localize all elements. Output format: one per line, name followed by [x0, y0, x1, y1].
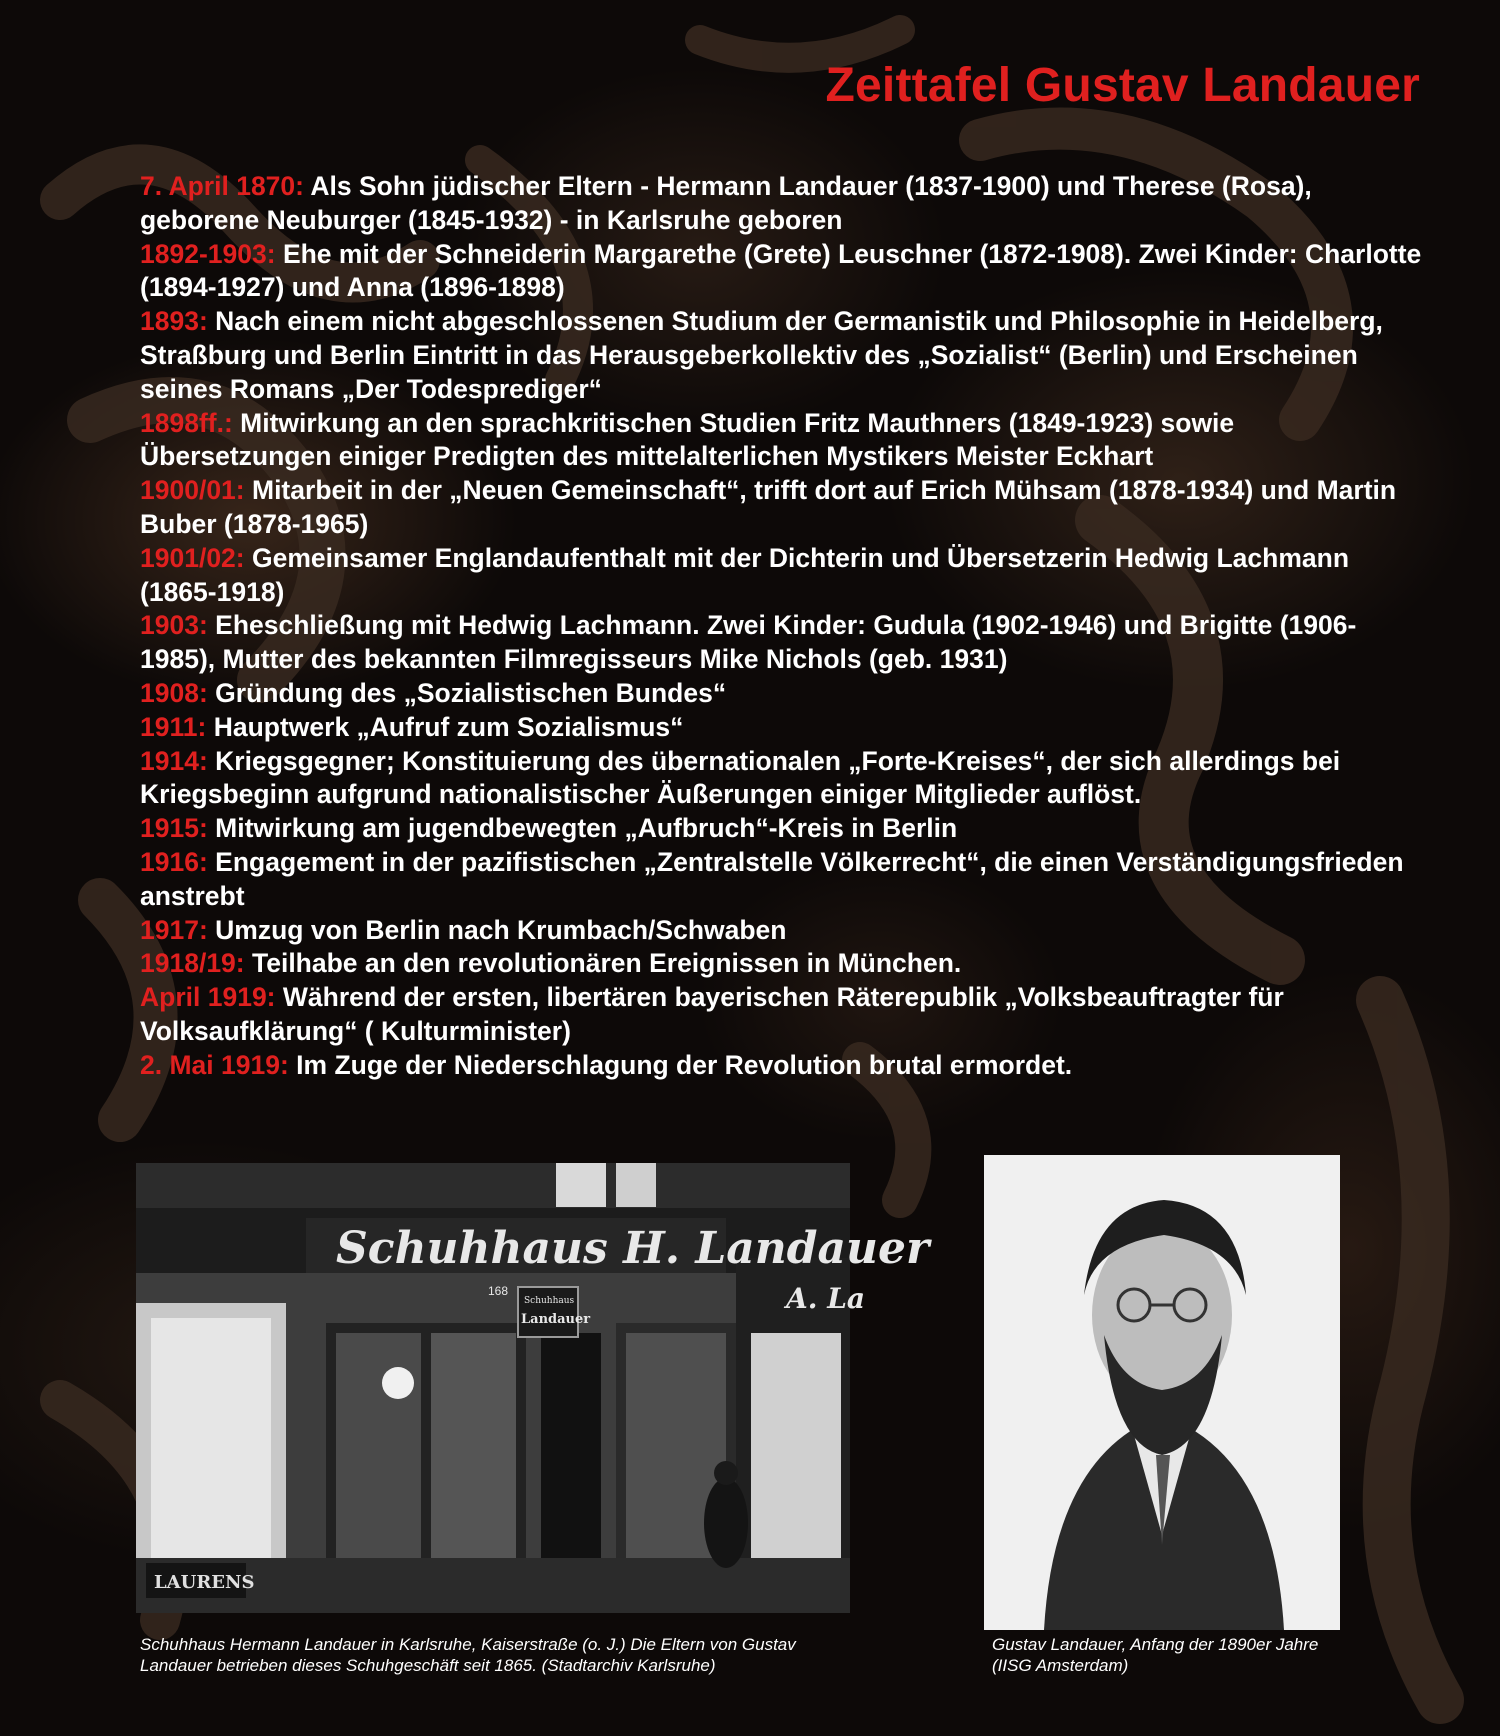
timeline-entry	[140, 947, 1430, 981]
timeline-text: Kriegsgegner; Konstituierung des übernationalen „Forte-Kreises“, der sich allerdings bei Kriegsbeginn aufgrund nationalistischer Äußerungen einiger Mitglieder auflöst.	[140, 745, 1341, 810]
timeline-entry	[140, 305, 1430, 406]
neighbor-sign: A. La	[786, 1282, 866, 1315]
timeline-text: Gemeinsamer Englandaufenthalt mit der Dichterin und Übersetzerin Hedwig Lachmann (1865-1918)	[140, 542, 1350, 607]
timeline-entry	[140, 407, 1430, 475]
timeline-date: 1917:	[140, 914, 208, 945]
timeline-text: Eheschließung mit Hedwig Lachmann. Zwei Kinder: Gudula (1902-1946) und Brigitte (1906-1985), Mutter des bekannten Filmregisseurs Mike Nichols (geb. 1931)	[140, 610, 1357, 675]
timeline-entry	[140, 981, 1430, 1049]
timeline-entry	[140, 474, 1430, 542]
timeline-text: Als Sohn jüdischer Eltern - Hermann Landauer (1837-1900) und Therese (Rosa), geborene Neuburger (1845-1932) - in Karlsruhe geboren	[140, 171, 1312, 235]
timeline-date: 2. Mai 1919:	[140, 1049, 289, 1080]
timeline-date: 1914:	[140, 745, 208, 776]
timeline-entry	[140, 711, 1430, 745]
timeline-date: 1918/19:	[140, 948, 245, 979]
timeline-entry	[140, 812, 1430, 846]
shoe-store-photo	[136, 1163, 930, 1613]
timeline-date: 1911:	[140, 711, 207, 742]
timeline-date: 1893:	[140, 306, 208, 337]
timeline-entry	[140, 745, 1430, 813]
timeline-text: Umzug von Berlin nach Krumbach/Schwaben	[215, 914, 787, 945]
timeline-date: April 1919:	[140, 982, 276, 1013]
portrait-caption: Gustav Landauer, Anfang der 1890er Jahre (IISG Amsterdam)	[992, 1635, 1319, 1675]
page-title: Zeittafel Gustav Landauer	[825, 59, 1420, 112]
small-sign-bottom: Landauer	[521, 1312, 591, 1327]
store-sign: Schuhhaus H. Landauer	[336, 1223, 930, 1274]
timeline-entry	[140, 609, 1430, 677]
timeline-date: 1900/01:	[140, 475, 245, 506]
store-photo-caption: Schuhhaus Hermann Landauer in Karlsruhe, Kaiserstraße (o. J.) Die Eltern von Gustav Landauer betrieben dieses Schuhgeschäft seit 1865. (Stadtarchiv Karlsruhe)	[140, 1635, 796, 1675]
timeline-text: Mitarbeit in der „Neuen Gemeinschaft“, trifft dort auf Erich Mühsam (1878-1934) und Martin Buber (1878-1965)	[140, 475, 1397, 539]
timeline-text: Gründung des „Sozialistischen Bundes“	[215, 677, 727, 708]
timeline-date: 1916:	[140, 846, 208, 877]
timeline-entry	[140, 1049, 1430, 1083]
timeline-text: Mitwirkung am jugendbewegten „Aufbruch“-Kreis in Berlin	[215, 813, 958, 844]
timeline-date: 1898ff.:	[140, 407, 233, 438]
timeline-entry	[140, 914, 1430, 948]
timeline-text: Ehe mit der Schneiderin Margarethe (Grete) Leuschner (1872-1908). Zwei Kinder: Charlotte (1894-1927) und Anna (1896-1898)	[140, 238, 1422, 303]
timeline-entry	[140, 542, 1430, 610]
timeline-text: Mitwirkung an den sprachkritischen Studien Fritz Mauthners (1849-1923) sowie Übersetzungen einiger Predigten des mittelalterlichen Mystikers Meister Eckhart	[140, 407, 1235, 472]
timeline-text: Teilhabe an den revolutionären Ereignissen in München.	[252, 948, 962, 979]
timeline-text: Während der ersten, libertären bayerischen Räterepublik „Volksbeauftragter für Volksaufklärung“ ( Kulturminister)	[140, 982, 1284, 1046]
timeline-entry	[140, 170, 1430, 238]
timeline-date: 1903:	[140, 610, 208, 641]
timeline-entry	[140, 677, 1430, 711]
timeline-text: Nach einem nicht abgeschlossenen Studium der Germanistik und Philosophie in Heidelberg, Straßburg und Berlin Eintritt in das Herausgeberkollektiv des „Sozialist“ (Berlin) und Erscheinen seines Romans „Der Todesprediger“	[140, 306, 1383, 404]
timeline-date: 1892-1903:	[140, 238, 276, 269]
store-number: 168	[488, 1284, 509, 1298]
timeline-text: Hauptwerk „Aufruf zum Sozialismus“	[213, 711, 684, 742]
timeline-date: 1901/02:	[140, 542, 245, 573]
timeline-text: Engagement in der pazifistischen „Zentralstelle Völkerrecht“, die einen Verständigungsfrieden anstrebt	[140, 846, 1404, 911]
small-sign-top: Schuhhaus	[524, 1296, 575, 1306]
timeline-entry	[140, 238, 1430, 306]
timeline-text: Im Zuge der Niederschlagung der Revolution brutal ermordet.	[296, 1049, 1073, 1080]
timeline-date: 1908:	[140, 677, 208, 708]
timeline-date: 1915:	[140, 813, 208, 844]
timeline-date: 7. April 1870:	[140, 171, 304, 201]
bottom-sign: LAURENS	[154, 1572, 255, 1593]
portrait-photo	[984, 1155, 1340, 1630]
timeline-entry	[140, 846, 1430, 914]
timeline-list	[140, 170, 1430, 1083]
